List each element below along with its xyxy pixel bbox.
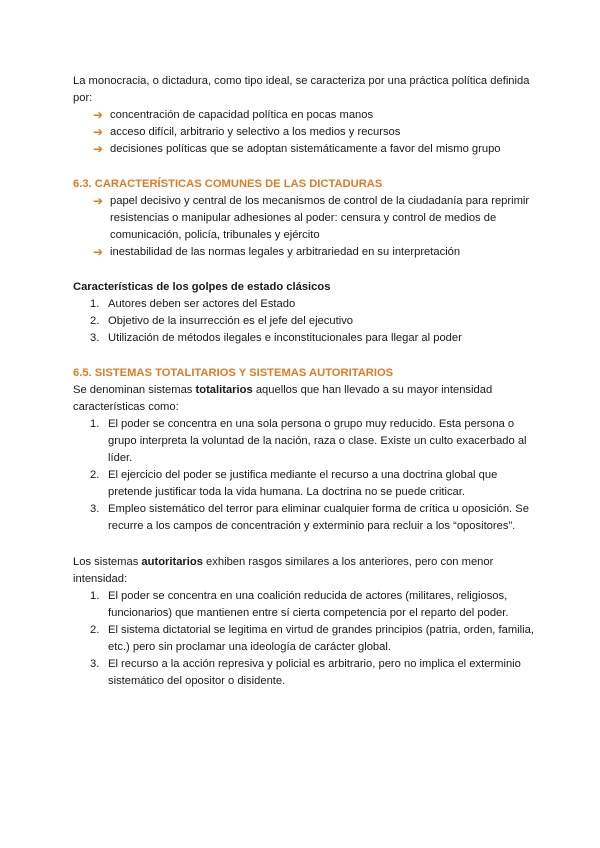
document-body: [73, 73, 535, 690]
item-text: Objetivo de la insurrección es el jefe del ejecutivo: [108, 315, 354, 327]
item-text: Utilización de métodos ilegales e inconstitucionales para llegar al poder: [108, 332, 462, 344]
list-item: [93, 107, 535, 124]
golpes-numbered-list: [73, 296, 535, 347]
list-item: [90, 501, 535, 535]
item-text: El sistema dictatorial se legitima en virtud de grandes principios (patria, orden, familia, etc.) pero sin proclamar una ideología de carácter global.: [108, 624, 534, 653]
intro-bullet-list: [73, 107, 535, 158]
text-run: aquellos que han llevado a su mayor intensidad características como:: [73, 384, 493, 413]
bullet-text: decisiones políticas que se adoptan sistemáticamente a favor del mismo grupo: [110, 143, 501, 155]
list-item: [90, 467, 535, 501]
list-number: 1.: [90, 590, 100, 602]
arrow-bullet-icon: ➔: [93, 108, 104, 122]
list-item: [93, 141, 535, 158]
spacer: [73, 261, 535, 279]
list-number: 3.: [90, 658, 100, 670]
totalitarios-numbered-list: [73, 416, 535, 535]
intro-paragraph: La monocracia, o dictadura, como tipo ideal, se caracteriza por una práctica política definida por:: [73, 75, 530, 104]
list-item: [93, 124, 535, 141]
list-item: [93, 193, 535, 244]
spacer: [73, 535, 535, 554]
golpes-heading: Características de los golpes de estado clásicos: [73, 281, 331, 293]
list-number: 3.: [90, 332, 100, 344]
list-number: 2.: [90, 315, 100, 327]
list-number: 2.: [90, 624, 100, 636]
list-item: [90, 588, 535, 622]
item-text: El poder se concentra en una sola persona o grupo muy reducido. Esta persona o grupo interpreta la voluntad de la nación, raza o clase. Existe un culto exacerbado al líder.: [108, 418, 527, 464]
section-6-3-bullet-list: [73, 193, 535, 261]
spacer: [73, 158, 535, 176]
list-item: [90, 296, 535, 313]
list-item: [90, 656, 535, 690]
section-6-3-heading: 6.3. CARACTERÍSTICAS COMUNES DE LAS DICTADURAS: [73, 178, 383, 190]
item-text: Autores deben ser actores del Estado: [108, 298, 296, 310]
text-run: Los sistemas: [73, 556, 142, 568]
text-run: exhiben rasgos similares a los anteriores, pero con menor intensidad:: [73, 556, 494, 585]
arrow-bullet-icon: ➔: [93, 245, 104, 259]
item-text: Empleo sistemático del terror para eliminar cualquier forma de crítica u oposición. Se recurre a los campos de concentración y exterminio para recluir a los “opositores”.: [108, 503, 529, 532]
list-item: [90, 416, 535, 467]
bullet-text: inestabilidad de las normas legales y arbitrariedad en su interpretación: [110, 246, 461, 258]
item-text: El ejercicio del poder se justifica mediante el recurso a una doctrina global que pretende justificar toda la vida humana. La doctrina no se puede criticar.: [108, 469, 498, 498]
arrow-bullet-icon: ➔: [93, 142, 104, 156]
totalitarios-paragraph: [73, 382, 535, 416]
list-number: 3.: [90, 503, 100, 515]
arrow-bullet-icon: ➔: [93, 194, 104, 208]
spacer: [73, 347, 535, 365]
bullet-text: acceso difícil, arbitrario y selectivo a los medios y recursos: [110, 126, 401, 138]
autoritarios-numbered-list: [73, 588, 535, 690]
bold-term: totalitarios: [195, 384, 253, 396]
bullet-text: papel decisivo y central de los mecanismos de control de la ciudadanía para reprimir resistencias o manipular adhesiones al poder: censura y control de medios de comunicación, policía, tribunales y ejército: [110, 195, 530, 241]
list-item: [90, 313, 535, 330]
autoritarios-paragraph: [73, 554, 535, 588]
list-item: [90, 330, 535, 347]
bullet-text: concentración de capacidad política en pocas manos: [110, 109, 374, 121]
section-6-5-heading: 6.5. SISTEMAS TOTALITARIOS Y SISTEMAS AUTORITARIOS: [73, 367, 394, 379]
arrow-bullet-icon: ➔: [93, 125, 104, 139]
text-run: Se denominan sistemas: [73, 384, 196, 396]
list-number: 2.: [90, 469, 100, 481]
bold-term: autoritarios: [141, 556, 203, 568]
item-text: El recurso a la acción represiva y policial es arbitrario, pero no implica el exterminio sistemático del opositor o disidente.: [108, 658, 521, 687]
list-item: [90, 622, 535, 656]
list-number: 1.: [90, 298, 100, 310]
list-number: 1.: [90, 418, 100, 430]
list-item: [93, 244, 535, 261]
item-text: El poder se concentra en una coalición reducida de actores (militares, religiosos, funcionarios) que mantienen entre sí cierta competencia por el reparto del poder.: [108, 590, 509, 619]
